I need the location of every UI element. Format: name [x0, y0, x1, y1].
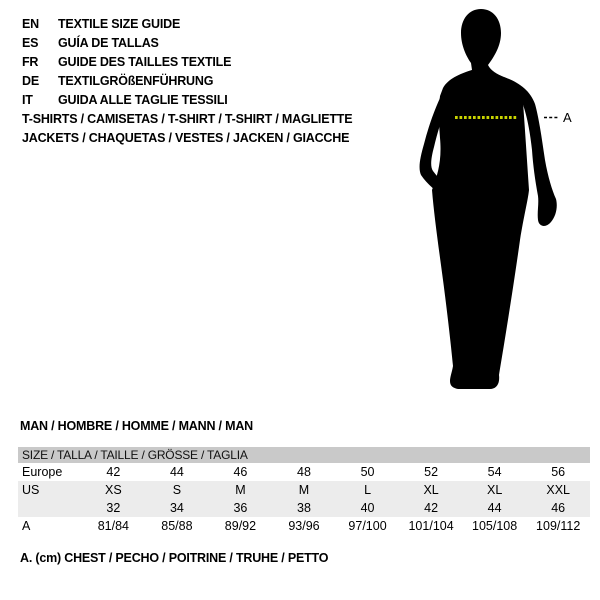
- table-cell: 105/108: [472, 519, 518, 533]
- table-row-us: [18, 481, 590, 499]
- table-cell: 109/112: [536, 519, 581, 533]
- language-label: GUIDE DES TAILLES TEXTILE: [58, 54, 232, 69]
- table-row-chest: [18, 517, 590, 535]
- measure-label-a: A: [563, 110, 572, 125]
- table-cell: 97/100: [348, 519, 387, 533]
- row-label: US: [22, 483, 40, 497]
- table-cell: 32: [106, 501, 121, 515]
- table-cell: 42: [424, 501, 439, 515]
- category-list: [22, 110, 352, 148]
- category-jackets: JACKETS / CHAQUETAS / VESTES / JACKEN / GIACCHE: [22, 131, 350, 145]
- table-cell: 101/104: [408, 519, 454, 533]
- table-cell: 89/92: [224, 519, 257, 533]
- language-code: DE: [22, 73, 39, 88]
- language-code: FR: [22, 54, 39, 69]
- table-cell: M: [298, 483, 310, 497]
- table-row-europe: [18, 463, 590, 481]
- row-label: Europe: [22, 465, 63, 479]
- table-cell: XL: [486, 483, 503, 497]
- table-cell: 42: [106, 465, 121, 479]
- list-item: [22, 90, 231, 109]
- language-label: GUIDA ALLE TAGLIE TESSILI: [58, 92, 228, 107]
- list-item: [22, 52, 231, 71]
- list-item: [22, 71, 231, 90]
- table-cell: XL: [423, 483, 439, 497]
- table-cell: 54: [487, 465, 502, 479]
- language-label: TEXTILE SIZE GUIDE: [58, 16, 181, 31]
- category-tshirts: T-SHIRTS / CAMISETAS / T-SHIRT / T-SHIRT / MAGLIETTE: [22, 112, 353, 126]
- row-label: A: [22, 519, 31, 533]
- table-cell: S: [172, 483, 182, 497]
- table-cell: 44: [487, 501, 502, 515]
- table-cell: L: [364, 483, 372, 497]
- language-label: TEXTILGRÖßENFÜHRUNG: [58, 73, 214, 88]
- table-cell: 38: [297, 501, 311, 515]
- language-code: IT: [22, 92, 33, 107]
- list-item: [22, 33, 231, 52]
- section-title-man: MAN / HOMBRE / HOMME / MANN / MAN: [20, 419, 253, 433]
- table-cell: 52: [424, 465, 439, 479]
- table-cell: 56: [551, 465, 566, 479]
- language-code: EN: [22, 16, 39, 31]
- language-list: [22, 14, 231, 109]
- table-row-numeric: [18, 499, 590, 517]
- measurement-footnote: A. (cm) CHEST / PECHO / POITRINE / TRUHE / PETTO: [20, 551, 329, 565]
- table-cell: XS: [105, 483, 122, 497]
- size-table-header: [18, 447, 590, 463]
- table-cell: 44: [169, 465, 184, 479]
- table-cell: 81/84: [97, 519, 129, 533]
- language-label: GUÍA DE TALLAS: [58, 35, 159, 50]
- table-cell: 46: [233, 465, 248, 479]
- table-cell: 46: [551, 501, 566, 515]
- table-cell: 93/96: [288, 519, 320, 533]
- table-cell: M: [235, 483, 246, 497]
- size-table: [18, 447, 590, 535]
- table-cell: 40: [360, 501, 375, 515]
- table-cell: 50: [360, 465, 375, 479]
- list-item: [22, 14, 231, 33]
- table-cell: 34: [169, 501, 184, 515]
- size-table-header-label: SIZE / TALLA / TAILLE / GRÖSSE / TAGLIA: [22, 448, 248, 462]
- man-silhouette-figure: [400, 0, 600, 400]
- table-cell: XXL: [546, 483, 570, 497]
- table-cell: 48: [297, 465, 311, 479]
- table-cell: 85/88: [161, 519, 193, 533]
- table-cell: 36: [233, 501, 248, 515]
- language-code: ES: [22, 35, 39, 50]
